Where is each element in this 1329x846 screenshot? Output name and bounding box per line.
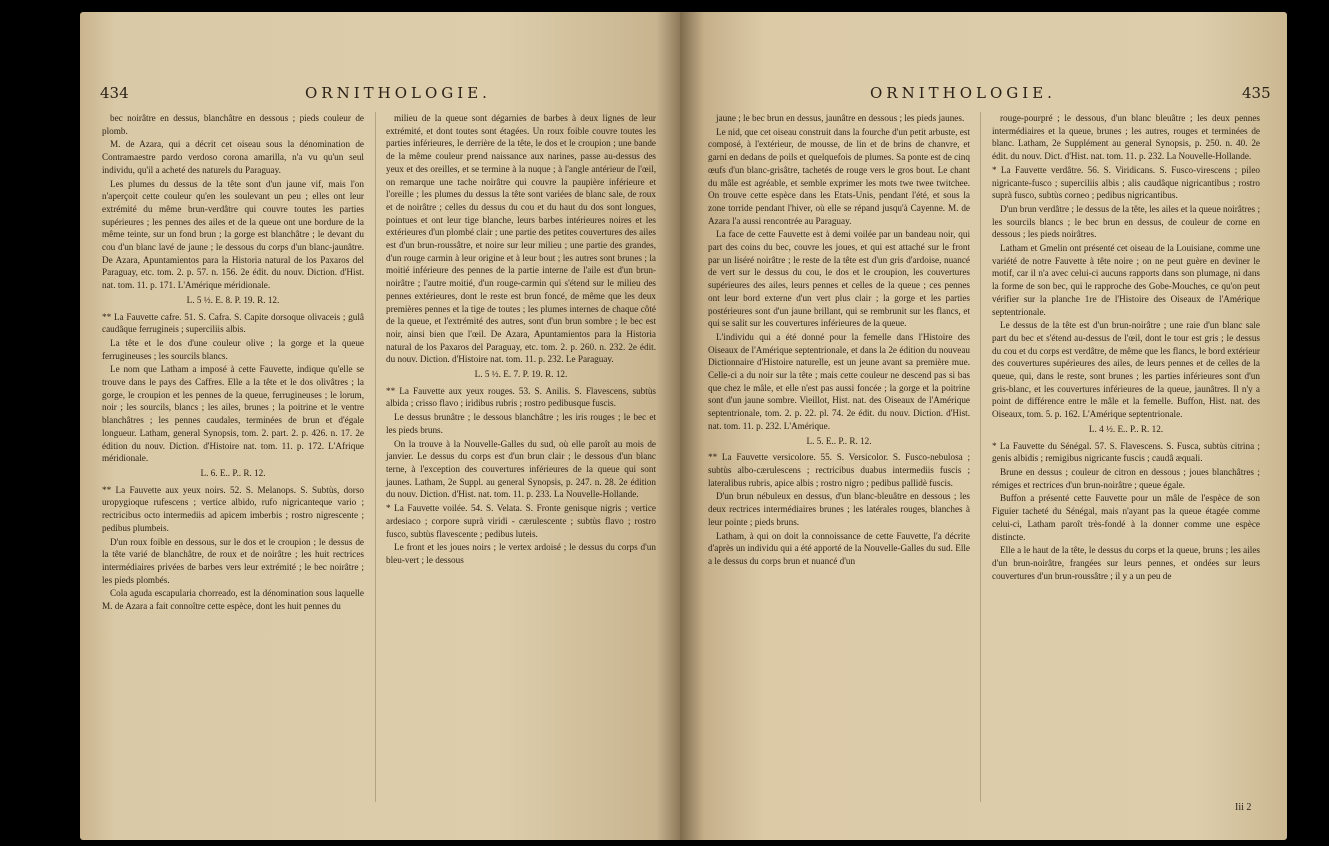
paragraph: L'individu qui a été donné pour la femelle dans l'Histoire des Oiseaux de l'Amérique septentrionale, et dans la 2e édition du nouveau Dictionnaire d'Histoire naturelle, est un jeune avant sa première mue. Celle-ci a du noir sur la tête ; mais cette couleur ne descend pas si bas que chez le mâle, et elle n'est pas aussi foncée ; la gorge et la poitrine sont d'un jaune sombre. Vieillot, Hist. nat. des Oiseaux de l'Amérique septentrionale, tom. 2. p. 22. pl. 74. 2e édit. du nouv. Diction. d'Hist. nat. tom. 11. p. 232. L'Amérique. xyxy=(708,331,970,431)
paragraph: Le front et les joues noirs ; le vertex ardoisé ; le dessus du corps d'un bleu-vert ; le dessous xyxy=(386,542,656,565)
paragraph: Latham et Gmelin ont présenté cet oiseau de la Louisiane, comme une variété de notre Fauvette à tête noire ; on ne peut guère en deviner le motif, car il n'a avec celui-ci aucuns rapports dans son plumage, ni dans la forme de son bec, qui le rapproche des Gobe-Mouches, ce qu'on peut vérifier sur la planche 1re de l'Histoire des Oiseaux de l'Amérique septentrionale. xyxy=(992,243,1260,317)
open-book xyxy=(80,12,1287,840)
text-column-2 xyxy=(386,112,656,568)
page-number: 435 xyxy=(1242,84,1271,102)
paragraph: L. 5 ½. E. 7. P. 19. R. 12. xyxy=(474,369,568,380)
paragraph: ** La Fauvette aux yeux noirs. 52. S. Melanops. S. Subtùs, dorso uropygioque rufescens ; vertice albido, rufo nigricanteque vario ; rectricibus octo intermediis ad apicem imberbis ; rostro nigrescente ; pedibus plumbeis. xyxy=(102,484,364,533)
paragraph: bec noirâtre en dessus, blanchâtre en dessous ; pieds couleur de plomb. xyxy=(102,113,364,136)
paragraph: La face de cette Fauvette est à demi voilée par un bandeau noir, qui part des coins du bec, couvre les joues, et qui est attaché sur le front par un liséré noirâtre ; le reste de la tête est d'un gris d'ardoise, nuancé de vert sur le dessus du cou, le dos et le croupion, les couvertures supérieures des ailes, leurs pennes et celles de la queue ; ces pennes ont leur bord externe d'un vert plus clair ; la gorge et les parties postérieures sont d'un jaune brillant, qui se rembrunit sur les flancs, et qui se salit sur les couvertures inférieures de la queue. xyxy=(708,229,970,329)
paragraph: Brune en dessus ; couleur de citron en dessous ; joues blanchâtres ; rémiges et rectrices d'un brun-noirâtre ; queue égale. xyxy=(992,466,1260,490)
paragraph: * La Fauvette du Sénégal. 57. S. Flavescens. S. Fusca, subtùs citrina ; genis albidis ; remigibus nigricante fuscis ; caudâ æquali. xyxy=(992,440,1260,464)
paragraph: Latham, à qui on doit la connoissance de cette Fauvette, l'a décrite d'après un individu qui a été apporté de la Nouvelle-Galles du sud. Elle a le dessus du corps brun et nuancé d'un xyxy=(708,530,970,566)
paragraph: D'un brun nébuleux en dessus, d'un blanc-bleuâtre en dessous ; les deux rectrices intermédiaires brunes ; les latérales rouges, blanches à leur pointe ; pieds bruns. xyxy=(708,491,970,527)
paragraph: jaune ; le bec brun en dessus, jaunâtre en dessous ; les pieds jaunes. xyxy=(716,113,965,123)
paragraph: Le nid, que cet oiseau construit dans la fourche d'un petit arbuste, est composé, à l'extérieur, de mousse, de lin et de brins de chanvre, et garni en dedans de poils et quelquefois de plumes. Sa ponte est de cinq œufs d'un blanc-grisâtre, tachetés de rouge vers le gros bout. Le chant du mâle est agréable, et semble exprimer les mots twe twee twitchee. On trouve cette espèce dans les Etats-Unis, pendant l'été, et sous la zone torride pendant l'hiver, où elle se répand jusqu'à Cayenne. M. de Azara l'a aussi rencontrée au Paraguay. xyxy=(708,126,970,226)
paragraph: L. 4 ½. E.. P.. R. 12. xyxy=(1088,423,1164,434)
left-page xyxy=(80,12,680,840)
paragraph: On la trouve à la Nouvelle-Galles du sud, où elle paroît au mois de janvier. Le dessus du corps est d'un brun clair ; le dessous d'un blanc terne, à l'exception des couvertures inférieures de la queue qui sont jaunes. Latham, 2e Suppl. au general Synopsis, p. 247. n. 28. 2e édition du nouv. Diction. d'Hist. nat. tom. 11. p. 233. La Nouvelle-Hollande. xyxy=(386,438,656,500)
paragraph: L. 6. E.. P.. R. 12. xyxy=(200,467,266,478)
paragraph: M. de Azara, qui a décrit cet oiseau sous la dénomination de Contramaestre pardo verdoso corona amarilla, n'a vu qu'un seul individu, qu'il a acheté des naturels du Paraguay. xyxy=(102,139,364,175)
running-header: ORNITHOLOGIE. xyxy=(305,84,491,102)
paragraph: ** La Fauvette aux yeux rouges. 53. S. Anilis. S. Flavescens, subtùs albida ; crisso flavo ; iridibus rubris ; rostro pedibusque fuscis. xyxy=(386,385,656,409)
paragraph: milieu de la queue sont dégarnies de barbes à deux lignes de leur extrémité, et dont toutes sont étagées. Un roux foible couvre toutes les parties inférieures, le derrière de la tête, le dos et le croupion ; une bande de la même couleur prend naissance aux narines, passe au-dessus des yeux et des oreilles, et se termine à la nuque ; à l'angle antérieur de l'œil, on remarque une tache noirâtre qui couvre la paupière inférieure et l'oreille ; les plumes du dessus la tête sont variées de blanc sale, de roux et de noirâtre ; celles du dessus du cou et du haut du dos sont longues, pointues et ont leur tige blanche, leurs barbes intérieures noires et les extérieures d'un plombé clair ; une partie des petites couvertures des ailes est d'un brun-roussâtre, et noire sur leur milieu ; une partie des grandes, d'un rouge carmin à leur origine et à leur bout ; les autres sont brunes ; la moitié inférieure des pennes de la partie interne de l'aile est d'un brun-noirâtre ; l'autre moitié, d'un rouge-carmin qui s'étend sur le milieu des pennes extérieures, dont le reste est brun foncé, de même que les deux premières pennes et la tige de toutes ; les plumes internes de chaque côté de la queue, et l'extrémité des autres, sont d'un brun sombre ; le bec est noir, ainsi bien que l'œil. De Azara, Apuntamientos para la Historia natural de los Paxaros del Paraguay, etc. tom. 2. p. 260. n. 232. 2e édit. du nouv. Diction. d'Histoire nat. tom. 11. p. 232. Le Paraguay. xyxy=(386,113,656,365)
paragraph: La tête et le dos d'une couleur olive ; la gorge et la queue ferrugineuses ; les sourcils blancs. xyxy=(102,337,364,361)
paragraph: Buffon a présenté cette Fauvette pour un mâle de l'espèce de son Figuier tacheté du Sénégal, mais n'ayant pas la queue étagée comme celui-ci, Latham paroît très-fondé à la donner comme une espèce distincte. xyxy=(992,493,1260,542)
paragraph: D'un roux foible en dessous, sur le dos et le croupion ; le dessus de la tête varié de blanchâtre, de roux et de noirâtre ; les huit rectrices intermédiaires privées de barbes vers leur extrémité ; le bec noirâtre ; les pieds plombés. xyxy=(102,536,364,585)
page-number: 434 xyxy=(100,84,129,102)
paragraph: D'un brun verdâtre ; le dessus de la tête, les ailes et la queue noirâtres ; les sourcils blancs ; le bec brun en dessus, de couleur de corne en dessous ; les pieds noirâtres. xyxy=(992,203,1260,240)
column-divider xyxy=(375,112,376,802)
paragraph: ** La Fauvette versicolore. 55. S. Versicolor. S. Fusco-nebulosa ; subtùs albo-cærulescens ; rectricibus duabus intermediis fuscis ; lateralibus rubris, apice albis ; rostro nigro ; pedibus pallidè fuscis. xyxy=(708,452,970,488)
text-column-2 xyxy=(992,112,1260,583)
text-column-1 xyxy=(708,112,970,569)
paragraph: Les plumes du dessus de la tête sont d'un jaune vif, mais l'on n'aperçoit cette couleur qu'en les soulevant un peu ; elles ont leur extrémité du même brun-verdâtre qui couvre toutes les parties supérieures ; les pennes des ailes et de la queue ont une bordure de la même teinte, sur un fond brun ; la gorge est blanchâtre ; le devant du cou d'un blanc lavé de jaune ; le dessous du corps d'un blanc-jaunâtre. De Azara, Apuntamientos para la Historia natural de los Paxaros del Paraguay, etc. tom. 2. p. 57. n. 156. 2e édit. du nouv. Diction. d'Hist. nat. tom. 11. p. 171. L'Amérique méridionale. xyxy=(102,178,364,291)
signature-mark: Iii 2 xyxy=(1235,802,1252,813)
paragraph: Cola aguda escapularia chorreado, est la dénomination sous laquelle M. de Azara a fait connoître cette espèce, dont les huit pennes du xyxy=(102,588,364,612)
running-header: ORNITHOLOGIE. xyxy=(870,84,1056,102)
paragraph: Le dessus de la tête est d'un brun-noirâtre ; une raie d'un blanc sale part du bec et s'étend au-dessus de l'œil, dont le tour est gris ; le dessus du cou et du corps est verdâtre, de même que les flancs, le bord extérieur des couvertures supérieures des ailes, de leurs pennes et de celles de la queue, qui, dans le reste, sont brunes ; les parties inférieures sont d'un gris-blanc, et les couvertures inférieures de la queue, jaunâtres. Il n'y a point de différence entre le mâle et la femelle. Buffon, Hist. nat. des Oiseaux, tom. 5. p. 162. L'Amérique septentrionale. xyxy=(992,320,1260,420)
paragraph: L. 5. E.. P.. R. 12. xyxy=(806,435,872,446)
column-divider xyxy=(980,112,981,802)
text-column-1 xyxy=(102,112,364,614)
paragraph: * La Fauvette voilée. 54. S. Velata. S. Fronte genisque nigris ; vertice ardesiaco ; corpore suprà viridi - cærulescente ; subtùs flavo ; rostro fusco, subtùs flavescente ; pedibus luteis. xyxy=(386,503,656,539)
paragraph: Elle a le haut de la tête, le dessus du corps et la queue, bruns ; les ailes d'un brun-noirâtre, frangées sur leurs pennes, et ondées sur leurs couvertures d'un brun-roussâtre ; il y a un peu de xyxy=(992,545,1260,581)
paragraph: L. 5 ½. E. 8. P. 19. R. 12. xyxy=(186,294,280,305)
paragraph: Le dessus brunâtre ; le dessous blanchâtre ; les iris rouges ; le bec et les pieds bruns. xyxy=(386,412,656,435)
paragraph: Le nom que Latham a imposé à cette Fauvette, indique qu'elle se trouve dans le pays des Caffres. Elle a la tête et le dos olivâtres ; la gorge, le croupion et les pennes de la queue, ferrugineuses ; le lorum, noir ; les sourcils, blancs ; les ailes, brunes ; la poitrine et le ventre blanchâtres ; les pennes caudales, terminées de brun et d'égale longueur. Latham, general Synopsis, tom. 2. part. 2. p. 426. n. 17. 2e édition du nouv. Diction. d'Histoire nat. tom. 11. p. 172. L'Afrique méridionale. xyxy=(102,364,364,464)
paragraph: rouge-pourpré ; le dessous, d'un blanc bleuâtre ; les deux pennes intermédiaires et la queue, brunes ; les autres, rouges et terminées de blanc. Latham, 2e Supplément au general Synopsis, p. 250. n. 40. 2e édit. du nouv. Dict. d'Hist. nat. tom. 11. p. 232. La Nouvelle-Hollande. xyxy=(992,113,1260,162)
right-page xyxy=(680,12,1287,840)
paragraph: ** La Fauvette cafre. 51. S. Cafra. S. Capite dorsoque olivaceis ; gulâ caudâque ferrugineis ; superciliis albis. xyxy=(102,311,364,335)
paragraph: * La Fauvette verdâtre. 56. S. Viridicans. S. Fusco-virescens ; pileo nigricante-fusco ; superciliis albis ; alis caudâque nigricantibus ; rostro suprà fusco, subtùs corneo ; pedibus nigricantibus. xyxy=(992,164,1260,201)
